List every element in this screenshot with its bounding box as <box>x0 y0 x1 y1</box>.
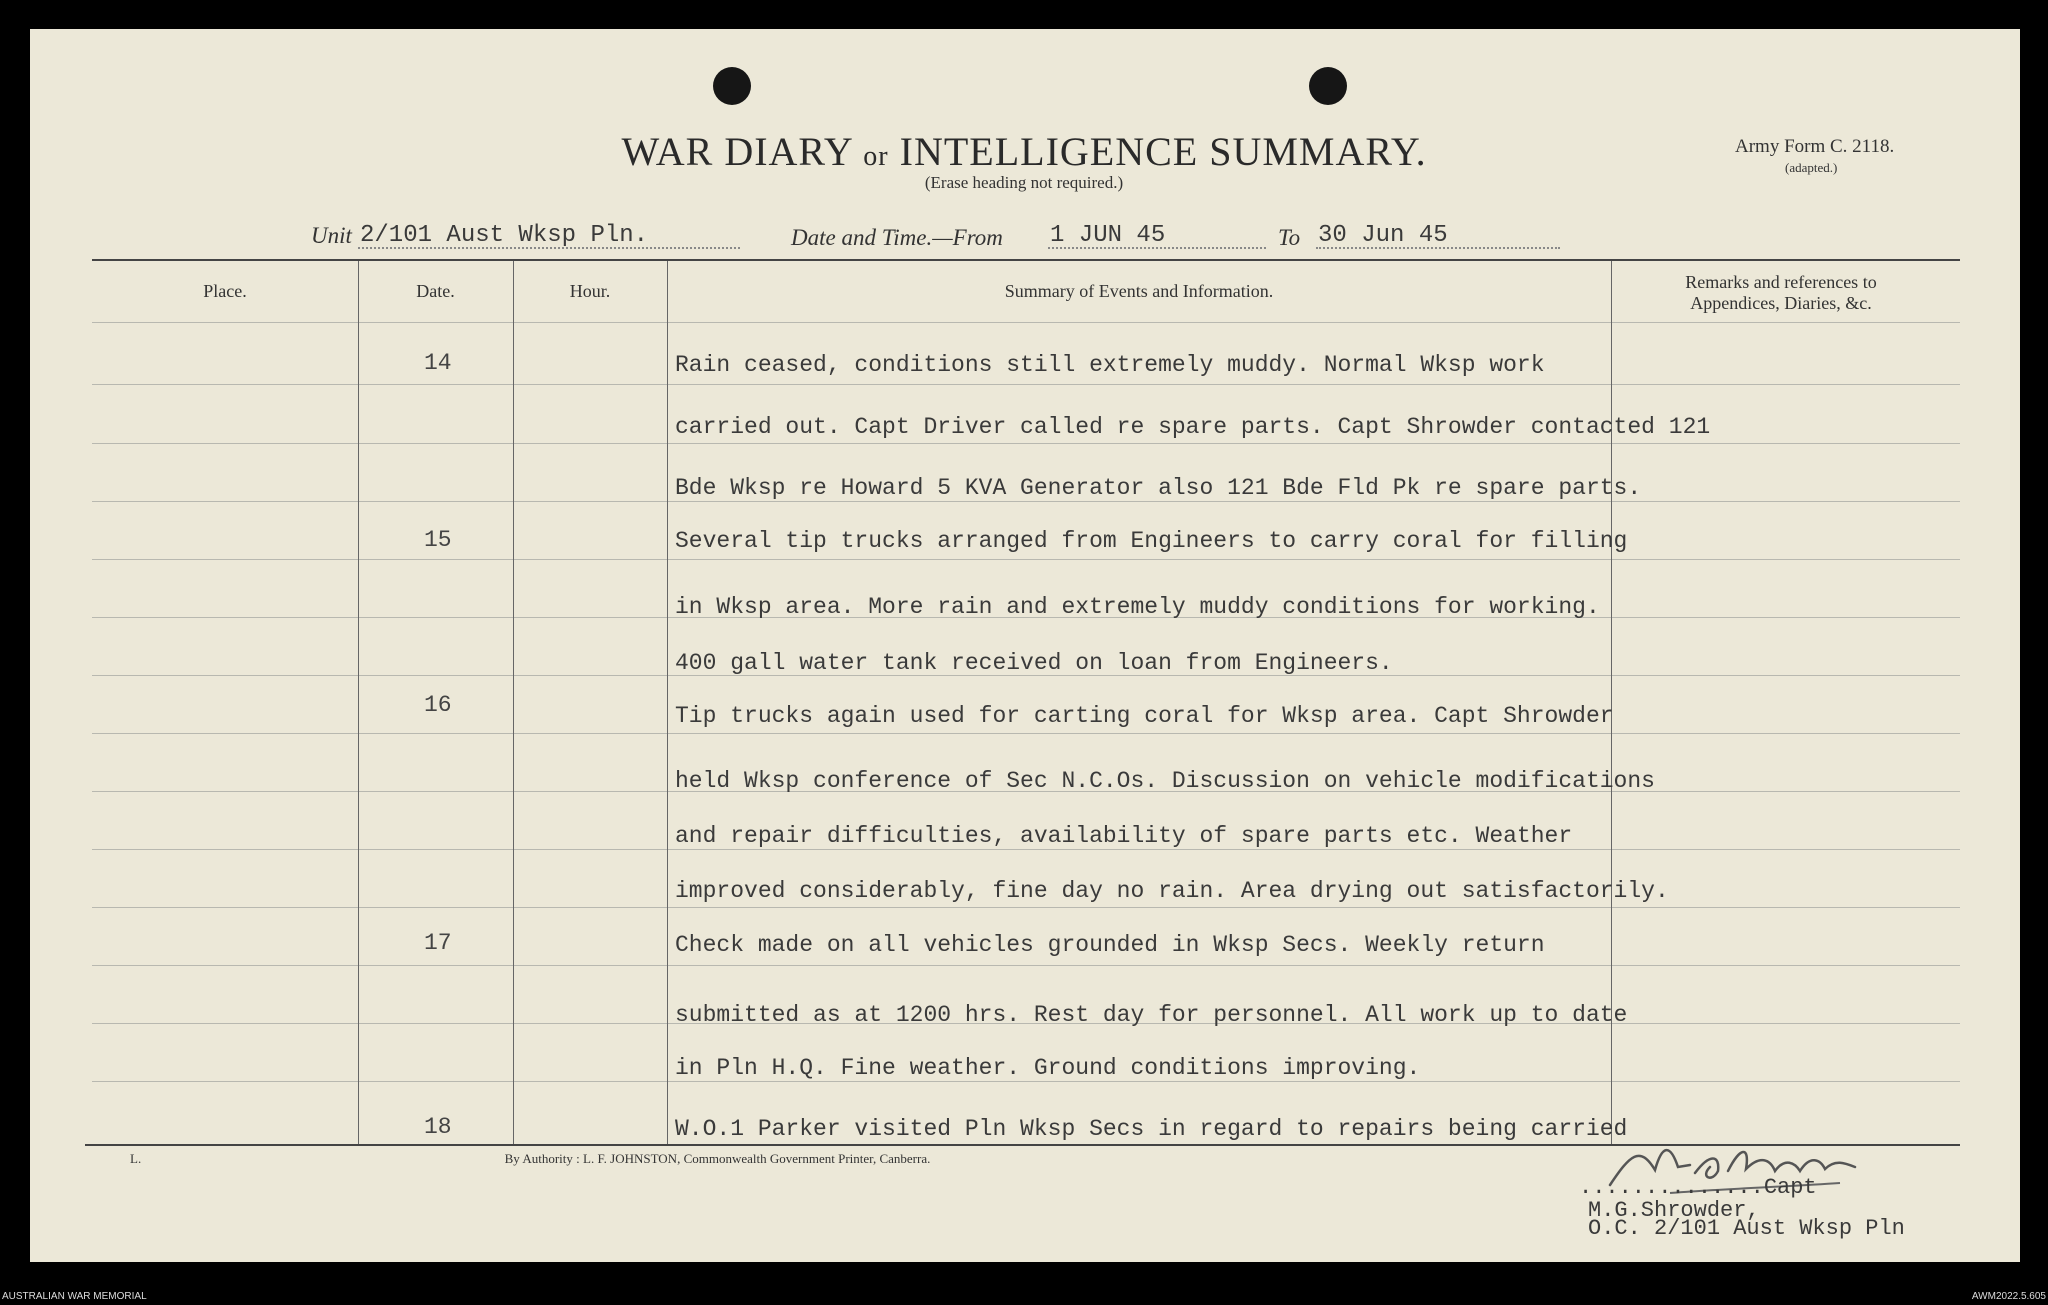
summary-line: Bde Wksp re Howard 5 KVA Generator also 121 Bde Fld Pk re spare parts. <box>675 475 1642 501</box>
row-rule <box>92 443 1960 444</box>
date-cell: 15 <box>424 527 452 553</box>
row-rule <box>92 733 1960 734</box>
date-cell: 14 <box>424 350 452 376</box>
title-war-diary: WAR DIARY <box>621 129 853 174</box>
table-top-border <box>92 259 1960 261</box>
army-form-label: Army Form C. 2118. <box>1735 136 1895 157</box>
to-date-value: 30 Jun 45 <box>1318 222 1448 249</box>
column-header-date: Date. <box>416 281 455 301</box>
column-header-remarks <box>1611 272 1951 314</box>
column-divider-hour <box>667 261 668 1144</box>
signatory-position: O.C. 2/101 Aust Wksp Pln <box>1588 1216 1905 1241</box>
to-dotted-line <box>1316 247 1560 249</box>
date-cell: 18 <box>424 1114 452 1140</box>
unit-label: Unit <box>311 223 352 248</box>
printer-authority: By Authority : L. F. JOHNSTON, Commonwealth Government Printer, Canberra. <box>504 1151 931 1166</box>
summary-line: Tip trucks again used for carting coral for Wksp area. Capt Shrowder <box>675 703 1614 729</box>
remarks-header-line-2: Appendices, Diaries, &c. <box>1690 293 1872 313</box>
column-header-summary: Summary of Events and Information. <box>1004 281 1274 301</box>
credit-right: AWM2022.5.605 <box>1971 1291 2046 1302</box>
from-dotted-line <box>1048 247 1266 249</box>
row-rule <box>92 965 1960 966</box>
signatory-name: M.G.Shrowder, <box>1588 1198 1760 1223</box>
summary-line: in Pln H.Q. Fine weather. Ground conditions improving. <box>675 1055 1421 1081</box>
date-time-label: Date and Time.—From <box>791 225 1003 250</box>
date-cell: 16 <box>424 692 452 718</box>
row-rule <box>92 559 1960 560</box>
column-header-place: Place. <box>203 281 247 301</box>
punch-hole-left <box>713 67 751 105</box>
adapted-label: (adapted.) <box>1785 160 1838 175</box>
summary-line: 400 gall water tank received on loan from Engineers. <box>675 650 1393 676</box>
row-rule <box>92 907 1960 908</box>
row-rule <box>92 501 1960 502</box>
form-code: L. <box>130 1151 142 1166</box>
remarks-header-line-1: Remarks and references to <box>1685 272 1877 292</box>
summary-line: held Wksp conference of Sec N.C.Os. Discussion on vehicle modifications <box>675 768 1655 794</box>
credit-left: AUSTRALIAN WAR MEMORIAL <box>2 1291 147 1302</box>
signature-rank-line: ..............Capt <box>1579 1175 1817 1200</box>
summary-line: Rain ceased, conditions still extremely muddy. Normal Wksp work <box>675 352 1545 378</box>
summary-line: W.O.1 Parker visited Pln Wksp Secs in regard to repairs being carried <box>675 1116 1628 1142</box>
column-divider-date <box>513 261 514 1144</box>
summary-line: carried out. Capt Driver called re spare parts. Capt Shrowder contacted 121 <box>675 414 1711 440</box>
date-cell: 17 <box>424 930 452 956</box>
summary-line: Several tip trucks arranged from Engineers to carry coral for filling <box>675 528 1628 554</box>
title-intelligence-summary: INTELLIGENCE SUMMARY. <box>899 129 1427 174</box>
title-or: or <box>863 141 889 172</box>
row-rule <box>92 322 1960 323</box>
summary-line: improved considerably, fine day no rain. Area drying out satisfactorily. <box>675 878 1669 904</box>
punch-hole-right <box>1309 67 1347 105</box>
unit-dotted-line <box>358 247 740 249</box>
summary-line: Check made on all vehicles grounded in Wksp Secs. Weekly return <box>675 932 1545 958</box>
row-rule <box>92 384 1960 385</box>
subtitle: (Erase heading not required.) <box>924 173 1124 192</box>
summary-line: in Wksp area. More rain and extremely muddy conditions for working. <box>675 594 1600 620</box>
row-rule <box>92 1081 1960 1082</box>
from-date-value: 1 JUN 45 <box>1050 222 1166 249</box>
column-header-hour: Hour. <box>569 281 611 301</box>
summary-line: submitted as at 1200 hrs. Rest day for personnel. All work up to date <box>675 1002 1628 1028</box>
summary-line: and repair difficulties, availability of spare parts etc. Weather <box>675 823 1573 849</box>
column-divider-place <box>358 261 359 1144</box>
row-rule <box>92 849 1960 850</box>
to-label: To <box>1278 225 1301 250</box>
unit-value: 2/101 Aust Wksp Pln. <box>360 222 649 249</box>
